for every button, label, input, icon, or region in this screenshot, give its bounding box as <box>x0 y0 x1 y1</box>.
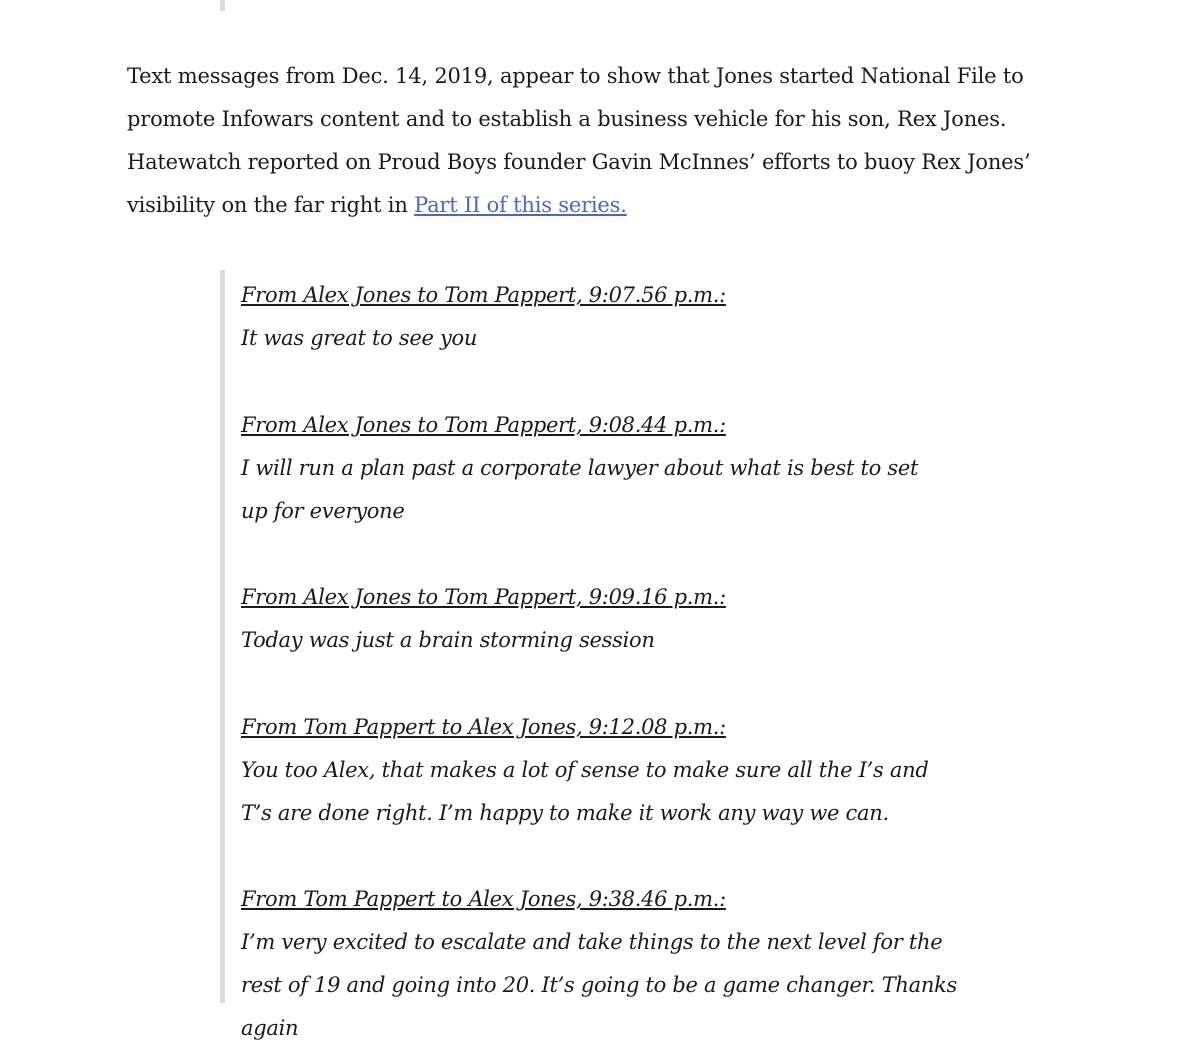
part-ii-link[interactable]: Part II of this series. <box>414 193 627 217</box>
paragraph-text: Text messages from Dec. 14, 2019, appear to show that Jones started National File to promote Infowars content and to establish a business vehicle for his son, Rex Jones. Hatewatch reported on Proud Boys founder Gavin McInnes’ efforts to buoy Rex Jones’ visibility on the far right in <box>127 64 1031 217</box>
message-header: From Alex Jones to Tom Pappert, 9:07.56 p.m.: <box>241 283 726 307</box>
message-body: I will run a plan past a corporate lawyer about what is best to set up for everyone <box>241 456 919 523</box>
message-header: From Tom Pappert to Alex Jones, 9:12.08 p.m.: <box>241 715 726 739</box>
message-header: From Alex Jones to Tom Pappert, 9:08.44 p.m.: <box>241 413 726 437</box>
message-body: Today was just a brain storming session <box>241 628 655 652</box>
message-body: You too Alex, that makes a lot of sense to make sure all the I’s and T’s are done right. I’m happy to make it work any way we can. <box>241 758 929 825</box>
message <box>241 404 941 533</box>
message-body: It was great to see you <box>241 326 478 350</box>
message <box>241 274 961 360</box>
message-header: From Alex Jones to Tom Pappert, 9:09.16 p.m.: <box>241 585 726 609</box>
message <box>241 576 961 662</box>
article-paragraph <box>127 55 1072 227</box>
text-messages-blockquote <box>220 270 985 1040</box>
message-header: From Tom Pappert to Alex Jones, 9:38.46 p.m.: <box>241 887 726 911</box>
message <box>241 706 961 835</box>
previous-blockquote-border <box>220 0 225 11</box>
message <box>241 878 971 1050</box>
message-body: I’m very excited to escalate and take things to the next level for the rest of 19 and going into 20. It’s going to be a game changer. Thanks again <box>241 930 957 1040</box>
